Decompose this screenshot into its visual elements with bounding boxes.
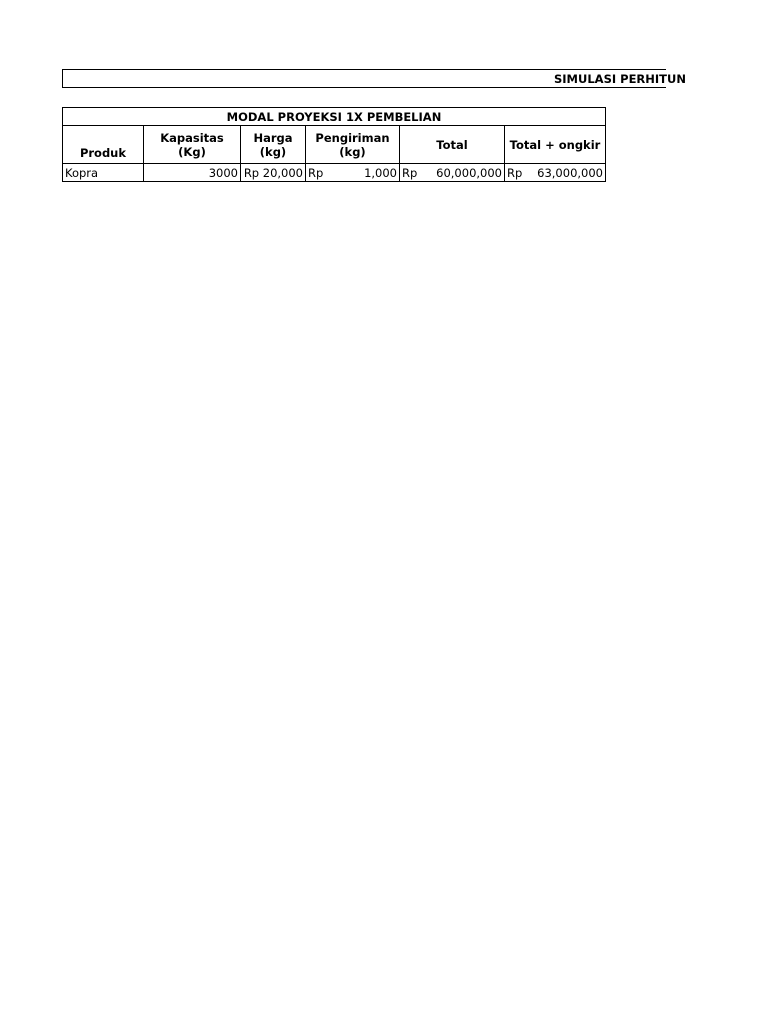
cell-pengiriman bbox=[306, 164, 400, 182]
header-kapasitas-line2: (Kg) bbox=[178, 144, 206, 159]
header-total: Total bbox=[400, 126, 505, 164]
header-harga bbox=[241, 126, 306, 164]
header-kapasitas-line1: Kapasitas bbox=[160, 130, 224, 145]
cell-pengiriman-value: 1,000 bbox=[364, 165, 397, 180]
cell-total bbox=[400, 164, 505, 182]
header-harga-line2: (kg) bbox=[259, 144, 287, 159]
header-row bbox=[63, 126, 606, 164]
header-total-ongkir: Total + ongkir bbox=[505, 126, 606, 164]
header-kapasitas bbox=[144, 126, 241, 164]
cell-kapasitas: 3000 bbox=[144, 164, 241, 182]
header-pengiriman-line1: Pengiriman bbox=[315, 130, 390, 145]
cell-total-ongkir-currency: Rp bbox=[507, 165, 523, 180]
header-produk: Produk bbox=[63, 126, 144, 164]
cell-pengiriman-currency: Rp bbox=[308, 165, 324, 180]
header-pengiriman bbox=[306, 126, 400, 164]
cell-total-ongkir-value: 63,000,000 bbox=[537, 165, 603, 180]
table-row bbox=[63, 164, 606, 182]
header-pengiriman-line2: (kg) bbox=[339, 144, 366, 159]
page-title: SIMULASI PERHITUN bbox=[554, 72, 686, 86]
cell-total-value: 60,000,000 bbox=[436, 165, 502, 180]
table-title: MODAL PROYEKSI 1X PEMBELIAN bbox=[63, 108, 606, 126]
cell-produk: Kopra bbox=[63, 164, 144, 182]
cell-total-currency: Rp bbox=[402, 165, 418, 180]
cell-harga: Rp 20,000 bbox=[241, 164, 306, 182]
page-title-box bbox=[62, 69, 686, 88]
modal-table bbox=[62, 107, 606, 182]
header-harga-line1: Harga bbox=[253, 130, 293, 145]
cell-total-ongkir bbox=[505, 164, 606, 182]
